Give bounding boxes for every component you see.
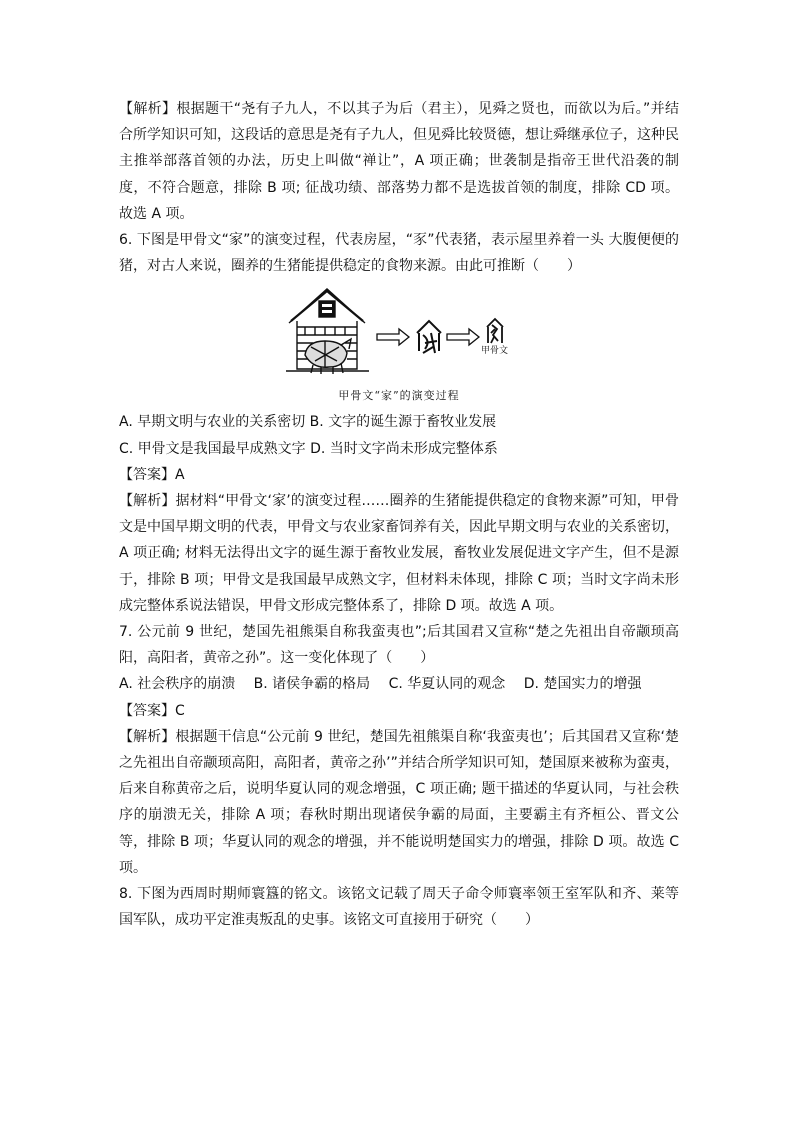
- q5-analysis: 【解析】根据题干“尧有子九人，不以其子为后（君主），见舜之贤也，而欲以为后。”并结合所学知识可知，这段话的意思是尧有子九人，但见舜比较贤德，想让舜继承位子，这种民主推举部落首领的办法，历史上叫做“禅让”，A 项正确；世袭制是指帝王世代沿袭的制度，不符合题意，排除 B 项; 征战功绩、部落势力都不是选拔首领的制度，排除 CD 项。故选 A 项。: [119, 101, 679, 222]
- q6-options-line-1: A. 早期文明与农业的关系密切 B. 文字的诞生源于畜牧业发展: [119, 414, 497, 431]
- arrow-2: [447, 329, 479, 345]
- q6-analysis: 【解析】据材料“甲骨文‘家’的演变过程……圈养的生猪能提供稳定的食物来源”可知，甲骨文是中国早期文明的代表，甲骨文与农业家畜饲养有关，因此早期文明与农业的关系密切，A 项正确; 材料无法得出文字的诞生源于畜牧业发展，畜牧业发展促进文字产生，但不是源于，排除 B 项；甲骨文是我国最早成熟文字，但材料未体现，排除 C 项；当时文字尚未形成完整体系说法错误，甲骨文形成完整体系了，排除 D 项。故选 A 项。: [119, 493, 679, 614]
- oracle-bone-glyph: [487, 319, 503, 343]
- page-content: [119, 96, 679, 933]
- q7-options: A. 社会秩序的崩溃 B. 诸侯争霸的格局 C. 华夏认同的观念 D. 楚国实力的增强: [119, 676, 642, 693]
- intermediate-glyph: [417, 321, 441, 353]
- q6-answer: 【答案】A: [119, 466, 185, 483]
- figure-inline-label: 甲骨文: [481, 346, 509, 357]
- q8-stem: 8. 下图为西周时期师寰簋的铭文。该铭文记载了周天子命令师寰率领王室军队和齐、莱等国军队，成功平定淮夷叛乱的史事。该铭文可直接用于研究（ ）: [119, 886, 679, 929]
- arrow-1: [377, 329, 409, 345]
- figure-caption: 甲骨文“家”的演变过程: [338, 389, 460, 403]
- house-with-pig-drawing: [286, 289, 369, 374]
- jia-evolution-illustration: [285, 281, 521, 385]
- q6-stem: 6. 下图是甲骨文“家”的演变过程，代表房屋，“豕”代表猪，表示屋里养着一头 大腹便便的猪，对古人来说，圈养的生猪能提供稳定的食物来源。由此可推断（ ）: [119, 232, 679, 275]
- q7-stem: 7. 公元前 9 世纪，楚国先祖熊渠自称我蛮夷也”;后其国君又宣称“楚之先祖出自帝颛顼高阳，高阳者，黄帝之孙”。这一变化体现了（ ）: [119, 624, 679, 667]
- q7-analysis: 【解析】根据题干信息“公元前 9 世纪，楚国先祖熊渠自称‘我蛮夷也’；后其国君又宣称‘楚之先祖出自帝颛顼高阳，高阳者，黄帝之孙’”并结合所学知识可知，楚国原来被称为蛮夷，后来自称黄帝之后，说明华夏认同的观念增强，C 项正确; 题干描述的华夏认同，与社会秩序的崩溃无关，排除 A 项；春秋时期出现诸侯争霸的局面，主要霸主有齐桓公、晋文公等，排除 B 项；华夏认同的观念的增强，并不能说明楚国实力的增强，排除 D 项。故选 C 项。: [119, 728, 679, 876]
- jiaguwen-figure: [119, 281, 679, 385]
- q6-options-line-2: C. 甲骨文是我国最早成熟文字 D. 当时文字尚未形成完整体系: [119, 440, 498, 457]
- q7-answer: 【答案】C: [119, 702, 185, 719]
